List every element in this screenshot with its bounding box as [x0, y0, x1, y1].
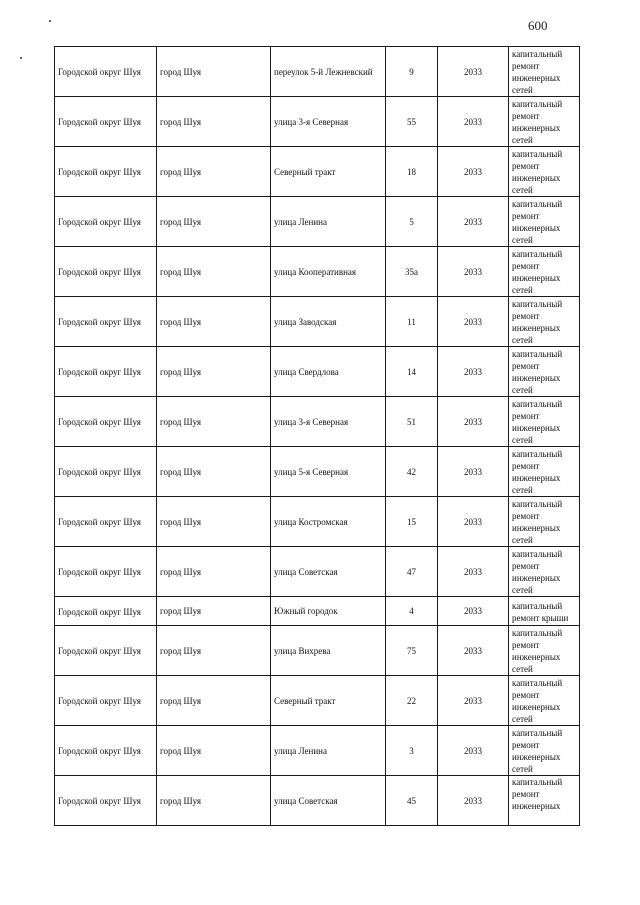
cell-work-type: капитальный ремонт инженерных сетей: [509, 397, 580, 447]
cell-street: улица Костромская: [271, 497, 386, 547]
cell-street: Северный тракт: [271, 676, 386, 726]
cell-district: Городской округ Шуя: [55, 497, 157, 547]
cell-house-number: 55: [386, 97, 438, 147]
cell-district: Городской округ Шуя: [55, 97, 157, 147]
cell-city: город Шуя: [157, 247, 271, 297]
scan-speck: [20, 57, 22, 59]
cell-work-type: капитальный ремонт инженерных сетей: [509, 97, 580, 147]
cell-house-number: 51: [386, 397, 438, 447]
scan-speck: [49, 20, 51, 22]
table-row: [55, 676, 580, 726]
cell-work-type: капитальный ремонт инженерных сетей: [509, 676, 580, 726]
cell-city: город Шуя: [157, 97, 271, 147]
cell-district: Городской округ Шуя: [55, 197, 157, 247]
cell-house-number: 18: [386, 147, 438, 197]
table-row: [55, 97, 580, 147]
table-row: [55, 47, 580, 97]
cell-work-type: капитальный ремонт инженерных сетей: [509, 197, 580, 247]
cell-city: город Шуя: [157, 347, 271, 397]
cell-city: город Шуя: [157, 147, 271, 197]
cell-city: город Шуя: [157, 47, 271, 97]
cell-district: Городской округ Шуя: [55, 676, 157, 726]
cell-year: 2033: [438, 97, 509, 147]
cell-street: улица Вихрева: [271, 626, 386, 676]
page-number: 600: [528, 18, 548, 33]
cell-house-number: 47: [386, 547, 438, 597]
cell-district: Городской округ Шуя: [55, 247, 157, 297]
cell-street: улица Ленина: [271, 197, 386, 247]
cell-district: Городской округ Шуя: [55, 597, 157, 626]
cell-work-type: капитальный ремонт инженерных сетей: [509, 726, 580, 776]
cell-street: улица Свердлова: [271, 347, 386, 397]
cell-house-number: 14: [386, 347, 438, 397]
cell-street: улица 5-я Северная: [271, 447, 386, 497]
cell-street: улица 3-я Северная: [271, 397, 386, 447]
cell-work-type: капитальный ремонт инженерных сетей: [509, 47, 580, 97]
cell-year: 2033: [438, 776, 509, 826]
cell-house-number: 9: [386, 47, 438, 97]
table-row: [55, 197, 580, 247]
cell-house-number: 4: [386, 597, 438, 626]
cell-year: 2033: [438, 626, 509, 676]
cell-street: улица Советская: [271, 776, 386, 826]
cell-city: город Шуя: [157, 626, 271, 676]
cell-city: город Шуя: [157, 447, 271, 497]
cell-house-number: 15: [386, 497, 438, 547]
cell-district: Городской округ Шуя: [55, 626, 157, 676]
cell-year: 2033: [438, 447, 509, 497]
cell-district: Городской округ Шуя: [55, 397, 157, 447]
cell-house-number: 75: [386, 626, 438, 676]
table-row: [55, 397, 580, 447]
cell-year: 2033: [438, 726, 509, 776]
cell-house-number: 22: [386, 676, 438, 726]
table-row: [55, 497, 580, 547]
cell-year: 2033: [438, 47, 509, 97]
table-row: [55, 247, 580, 297]
cell-work-type: капитальный ремонт крыши: [509, 597, 580, 626]
cell-street: улица 3-я Северная: [271, 97, 386, 147]
cell-district: Городской округ Шуя: [55, 297, 157, 347]
cell-district: Городской округ Шуя: [55, 147, 157, 197]
cell-city: город Шуя: [157, 776, 271, 826]
cell-work-type: капитальный ремонт инженерных сетей: [509, 147, 580, 197]
cell-street: улица Кооперативная: [271, 247, 386, 297]
cell-district: Городской округ Шуя: [55, 726, 157, 776]
cell-house-number: 42: [386, 447, 438, 497]
cell-year: 2033: [438, 547, 509, 597]
cell-year: 2033: [438, 497, 509, 547]
table-row: [55, 147, 580, 197]
cell-street: переулок 5-й Лежневский: [271, 47, 386, 97]
cell-district: Городской округ Шуя: [55, 547, 157, 597]
cell-work-type: капитальный ремонт инженерных сетей: [509, 497, 580, 547]
cell-work-type: капитальный ремонт инженерных: [509, 776, 580, 826]
cell-year: 2033: [438, 147, 509, 197]
cell-city: город Шуя: [157, 297, 271, 347]
cell-year: 2033: [438, 676, 509, 726]
cell-city: город Шуя: [157, 676, 271, 726]
cell-house-number: 35а: [386, 247, 438, 297]
table-row: [55, 347, 580, 397]
cell-district: Городской округ Шуя: [55, 776, 157, 826]
cell-district: Городской округ Шуя: [55, 47, 157, 97]
cell-year: 2033: [438, 397, 509, 447]
cell-year: 2033: [438, 297, 509, 347]
cell-city: город Шуя: [157, 497, 271, 547]
cell-district: Городской округ Шуя: [55, 447, 157, 497]
cell-street: Южный городок: [271, 597, 386, 626]
cell-city: город Шуя: [157, 197, 271, 247]
cell-year: 2033: [438, 247, 509, 297]
cell-work-type: капитальный ремонт инженерных сетей: [509, 347, 580, 397]
cell-year: 2033: [438, 347, 509, 397]
cell-street: улица Ленина: [271, 726, 386, 776]
cell-year: 2033: [438, 597, 509, 626]
table-row: [55, 597, 580, 626]
cell-work-type: капитальный ремонт инженерных сетей: [509, 447, 580, 497]
cell-city: город Шуя: [157, 597, 271, 626]
cell-city: город Шуя: [157, 397, 271, 447]
cell-work-type: капитальный ремонт инженерных сетей: [509, 547, 580, 597]
cell-work-type: капитальный ремонт инженерных сетей: [509, 247, 580, 297]
cell-year: 2033: [438, 197, 509, 247]
table-row: [55, 626, 580, 676]
table-row: [55, 447, 580, 497]
cell-work-type: капитальный ремонт инженерных сетей: [509, 297, 580, 347]
cell-city: город Шуя: [157, 547, 271, 597]
cell-house-number: 3: [386, 726, 438, 776]
table-row: [55, 776, 580, 826]
cell-street: улица Советская: [271, 547, 386, 597]
cell-city: город Шуя: [157, 726, 271, 776]
table-row: [55, 726, 580, 776]
repair-schedule-table: [54, 46, 580, 826]
cell-street: Северный тракт: [271, 147, 386, 197]
cell-work-type: капитальный ремонт инженерных сетей: [509, 626, 580, 676]
cell-house-number: 5: [386, 197, 438, 247]
cell-house-number: 11: [386, 297, 438, 347]
cell-district: Городской округ Шуя: [55, 347, 157, 397]
table-row: [55, 547, 580, 597]
cell-house-number: 45: [386, 776, 438, 826]
table-row: [55, 297, 580, 347]
cell-street: улица Заводская: [271, 297, 386, 347]
